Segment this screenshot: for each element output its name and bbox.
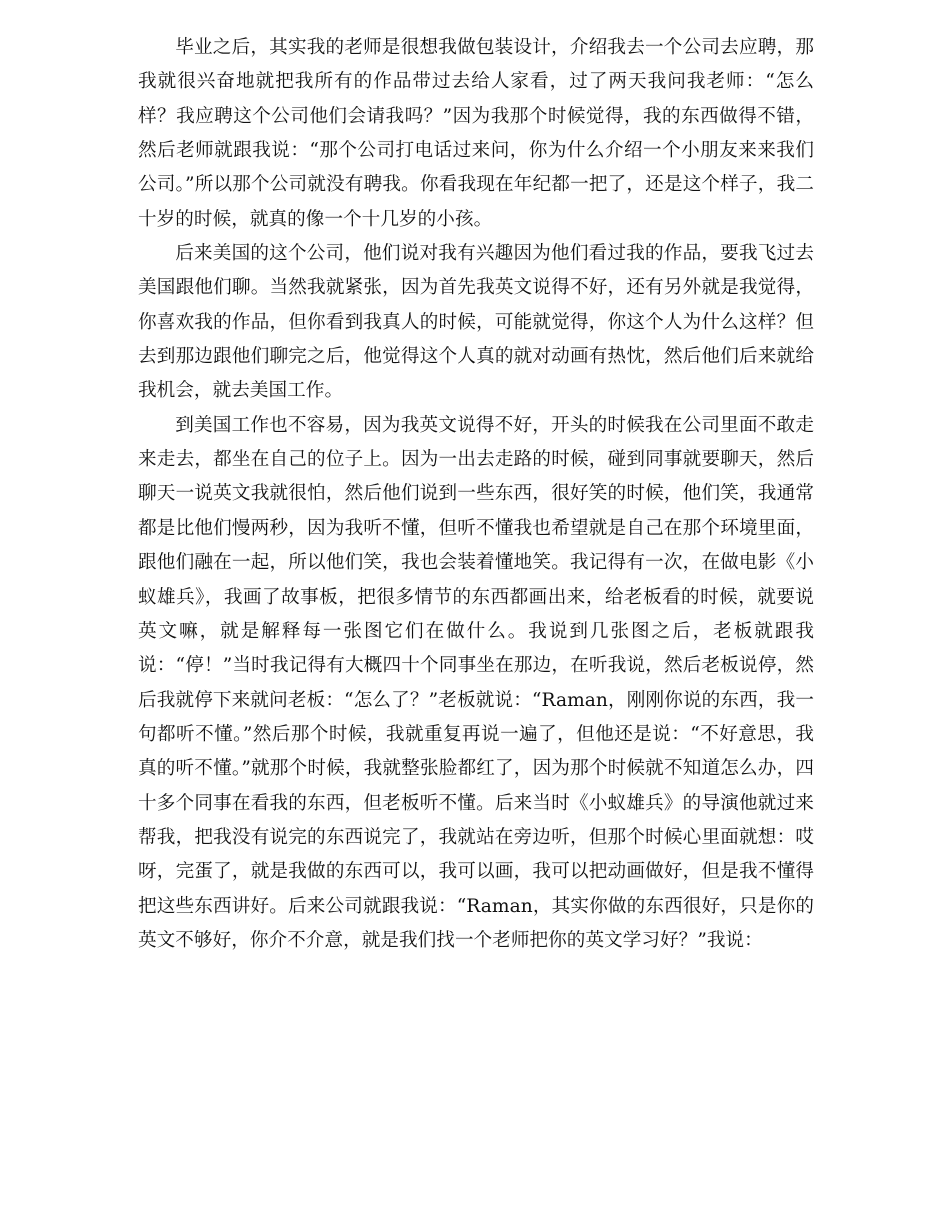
paragraph-graduation: 毕业之后，其实我的老师是很想我做包装设计，介绍我去一个公司去应聘，那我就很兴奋地就把我所有的作品带过去给人家看，过了两天我问我老师：“怎么样？我应聘这个公司他们会请我吗？”因为我那个时候觉得，我的东西做得不错，然后老师就跟我说：“那个公司打电话过来问，你为什么介绍一个小朋友来来我们公司。”所以那个公司就没有聘我。你看我现在年纪都一把了，还是这个样子，我二十岁的时候，就真的像一个十几岁的小孩。: [138, 37, 814, 230]
body-text: [138, 31, 814, 958]
paragraph-us-company: 后来美国的这个公司，他们说对我有兴趣因为他们看过我的作品，要我飞过去美国跟他们聊。当然我就紧张，因为首先我英文说得不好，还有另外就是我觉得，你喜欢我的作品，但你看到我真人的时候，可能就觉得，你这个人为什么这样？但去到那边跟他们聊完之后，他觉得这个人真的就对动画有热忱，然后他们后来就给我机会，就去美国工作。: [138, 243, 814, 402]
paragraph-working-in-us: 到美国工作也不容易，因为我英文说得不好，开头的时候我在公司里面不敢走来走去，都坐在自己的位子上。因为一出去走路的时候，碰到同事就要聊天，然后聊天一说英文我就很怕，然后他们说到一些东西，很好笑的时候，他们笑，我通常都是比他们慢两秒，因为我听不懂，但听不懂我也希望就是自己在那个环境里面，跟他们融在一起，所以他们笑，我也会装着懂地笑。我记得有一次，在做电影《小蚁雄兵》，我画了故事板，把很多情节的东西都画出来，给老板看的时候，就要说英文嘛，就是解释每一张图它们在做什么。我说到几张图之后，老板就跟我说：“停！”当时我记得有大概四十个同事坐在那边，在听我说，然后老板说停，然后我就停下来就问老板：“怎么了？”老板就说：“Raman，刚刚你说的东西，我一句都听不懂。”然后那个时候，我就重复再说一遍了，但他还是说：“不好意思，我真的听不懂。”就那个时候，我就整张脸都红了，因为那个时候就不知道怎么办，四十多个同事在看我的东西，但老板听不懂。后来当时《小蚁雄兵》的导演他就过来帮我，把我没有说完的东西说完了，我就站在旁边听，但那个时候心里面就想：哎呀，完蛋了，就是我做的东西可以，我可以画，我可以把动画做好，但是我不懂得把这些东西讲好。后来公司就跟我说：“Raman，其实你做的东西很好，只是你的英文不够好，你介不介意，就是我们找一个老师把你的英文学习好？”我说：: [138, 414, 814, 951]
